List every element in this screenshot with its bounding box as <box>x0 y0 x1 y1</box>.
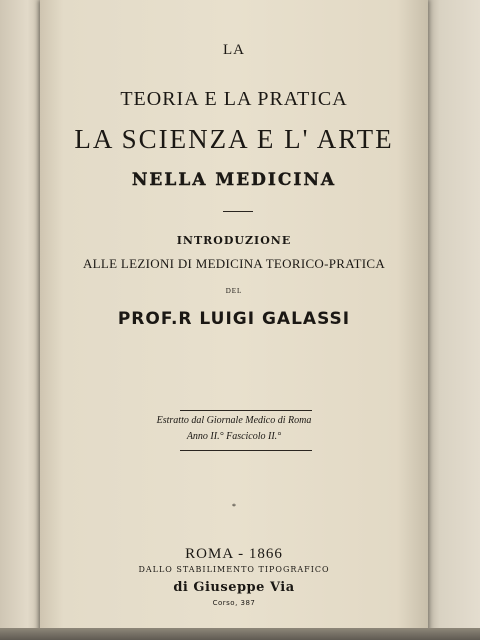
title-page <box>40 0 428 640</box>
table-surface <box>0 628 480 640</box>
ornament-asterisk: * <box>232 502 236 511</box>
title-line-teoria: TEORIA E LA PRATICA <box>120 88 348 110</box>
imprint-press: DALLO STABILIMENTO TIPOGRAFICO <box>138 565 330 574</box>
imprint-address: Corso, 387 <box>212 599 256 607</box>
imprint-printer: di Giuseppe Via <box>173 580 295 595</box>
imprint-city-year: ROMA - 1866 <box>185 546 283 562</box>
divider-rule <box>223 211 253 212</box>
subtitle-lezioni: ALLE LEZIONI DI MEDICINA TEORICO-PRATICA <box>82 256 386 271</box>
del-connector: DEL <box>225 287 243 295</box>
extract-line-2: Anno II.° Fascicolo II.° <box>186 431 282 442</box>
introduzione-heading: INTRODUZIONE <box>176 234 292 247</box>
extract-bottom-rule <box>180 450 312 451</box>
extract-line-1: Estratto dal Giornale Medico di Roma <box>156 415 312 426</box>
title-line-scienza: LA SCIENZA E L' ARTE <box>74 124 394 154</box>
title-line-la: LA <box>223 42 245 58</box>
author-name: PROF.R LUIGI GALASSI <box>117 309 351 329</box>
title-line-nella: NELLA MEDICINA <box>131 170 337 190</box>
extract-top-rule <box>180 410 312 411</box>
